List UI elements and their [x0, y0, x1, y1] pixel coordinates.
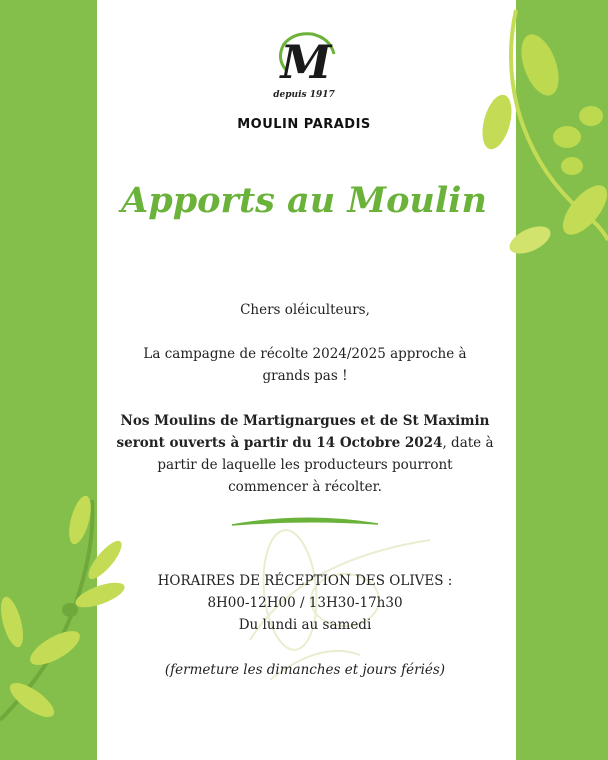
opening-line-3: partir de laquelle les producteurs pourront: [157, 457, 453, 473]
announcement-line-2: grands pas !: [262, 368, 348, 384]
closure-note: (fermeture les dimanches et jours fériés): [164, 662, 446, 678]
opening-line-4: commencer à récolter.: [228, 479, 382, 495]
greeting-text: Chers oléiculteurs,: [240, 302, 370, 318]
opening-date-suffix: , date à: [442, 435, 494, 451]
hours-times: 8H00-12H00 / 13H30-17h30: [207, 595, 403, 611]
moulin-paradis-logo-icon: [272, 30, 338, 86]
announcement-line-1: La campagne de récolte 2024/2025 approche à: [143, 346, 467, 362]
hours-title: HORAIRES DE RÉCEPTION DES OLIVES :: [157, 573, 453, 589]
headline-title: Apports au Moulin: [121, 180, 487, 221]
brand-name: MOULIN PARADIS: [237, 117, 371, 132]
mills-names-bold: Nos Moulins de Martignargues et de St Maximin: [120, 413, 490, 429]
opening-announcement: [110, 410, 500, 498]
since-1917-label: depuis 1917: [273, 90, 335, 100]
opening-date-bold: seront ouverts à partir du 14 Octobre 2024: [116, 435, 443, 451]
hours-days: Du lundi au samedi: [238, 617, 372, 633]
divider-swoosh: [232, 518, 378, 525]
harvest-announcement: [110, 343, 500, 387]
logo-letter: M: [280, 35, 332, 86]
olive-branch-right-icon: [477, 10, 608, 259]
olive-branch-left-icon: [0, 494, 128, 724]
